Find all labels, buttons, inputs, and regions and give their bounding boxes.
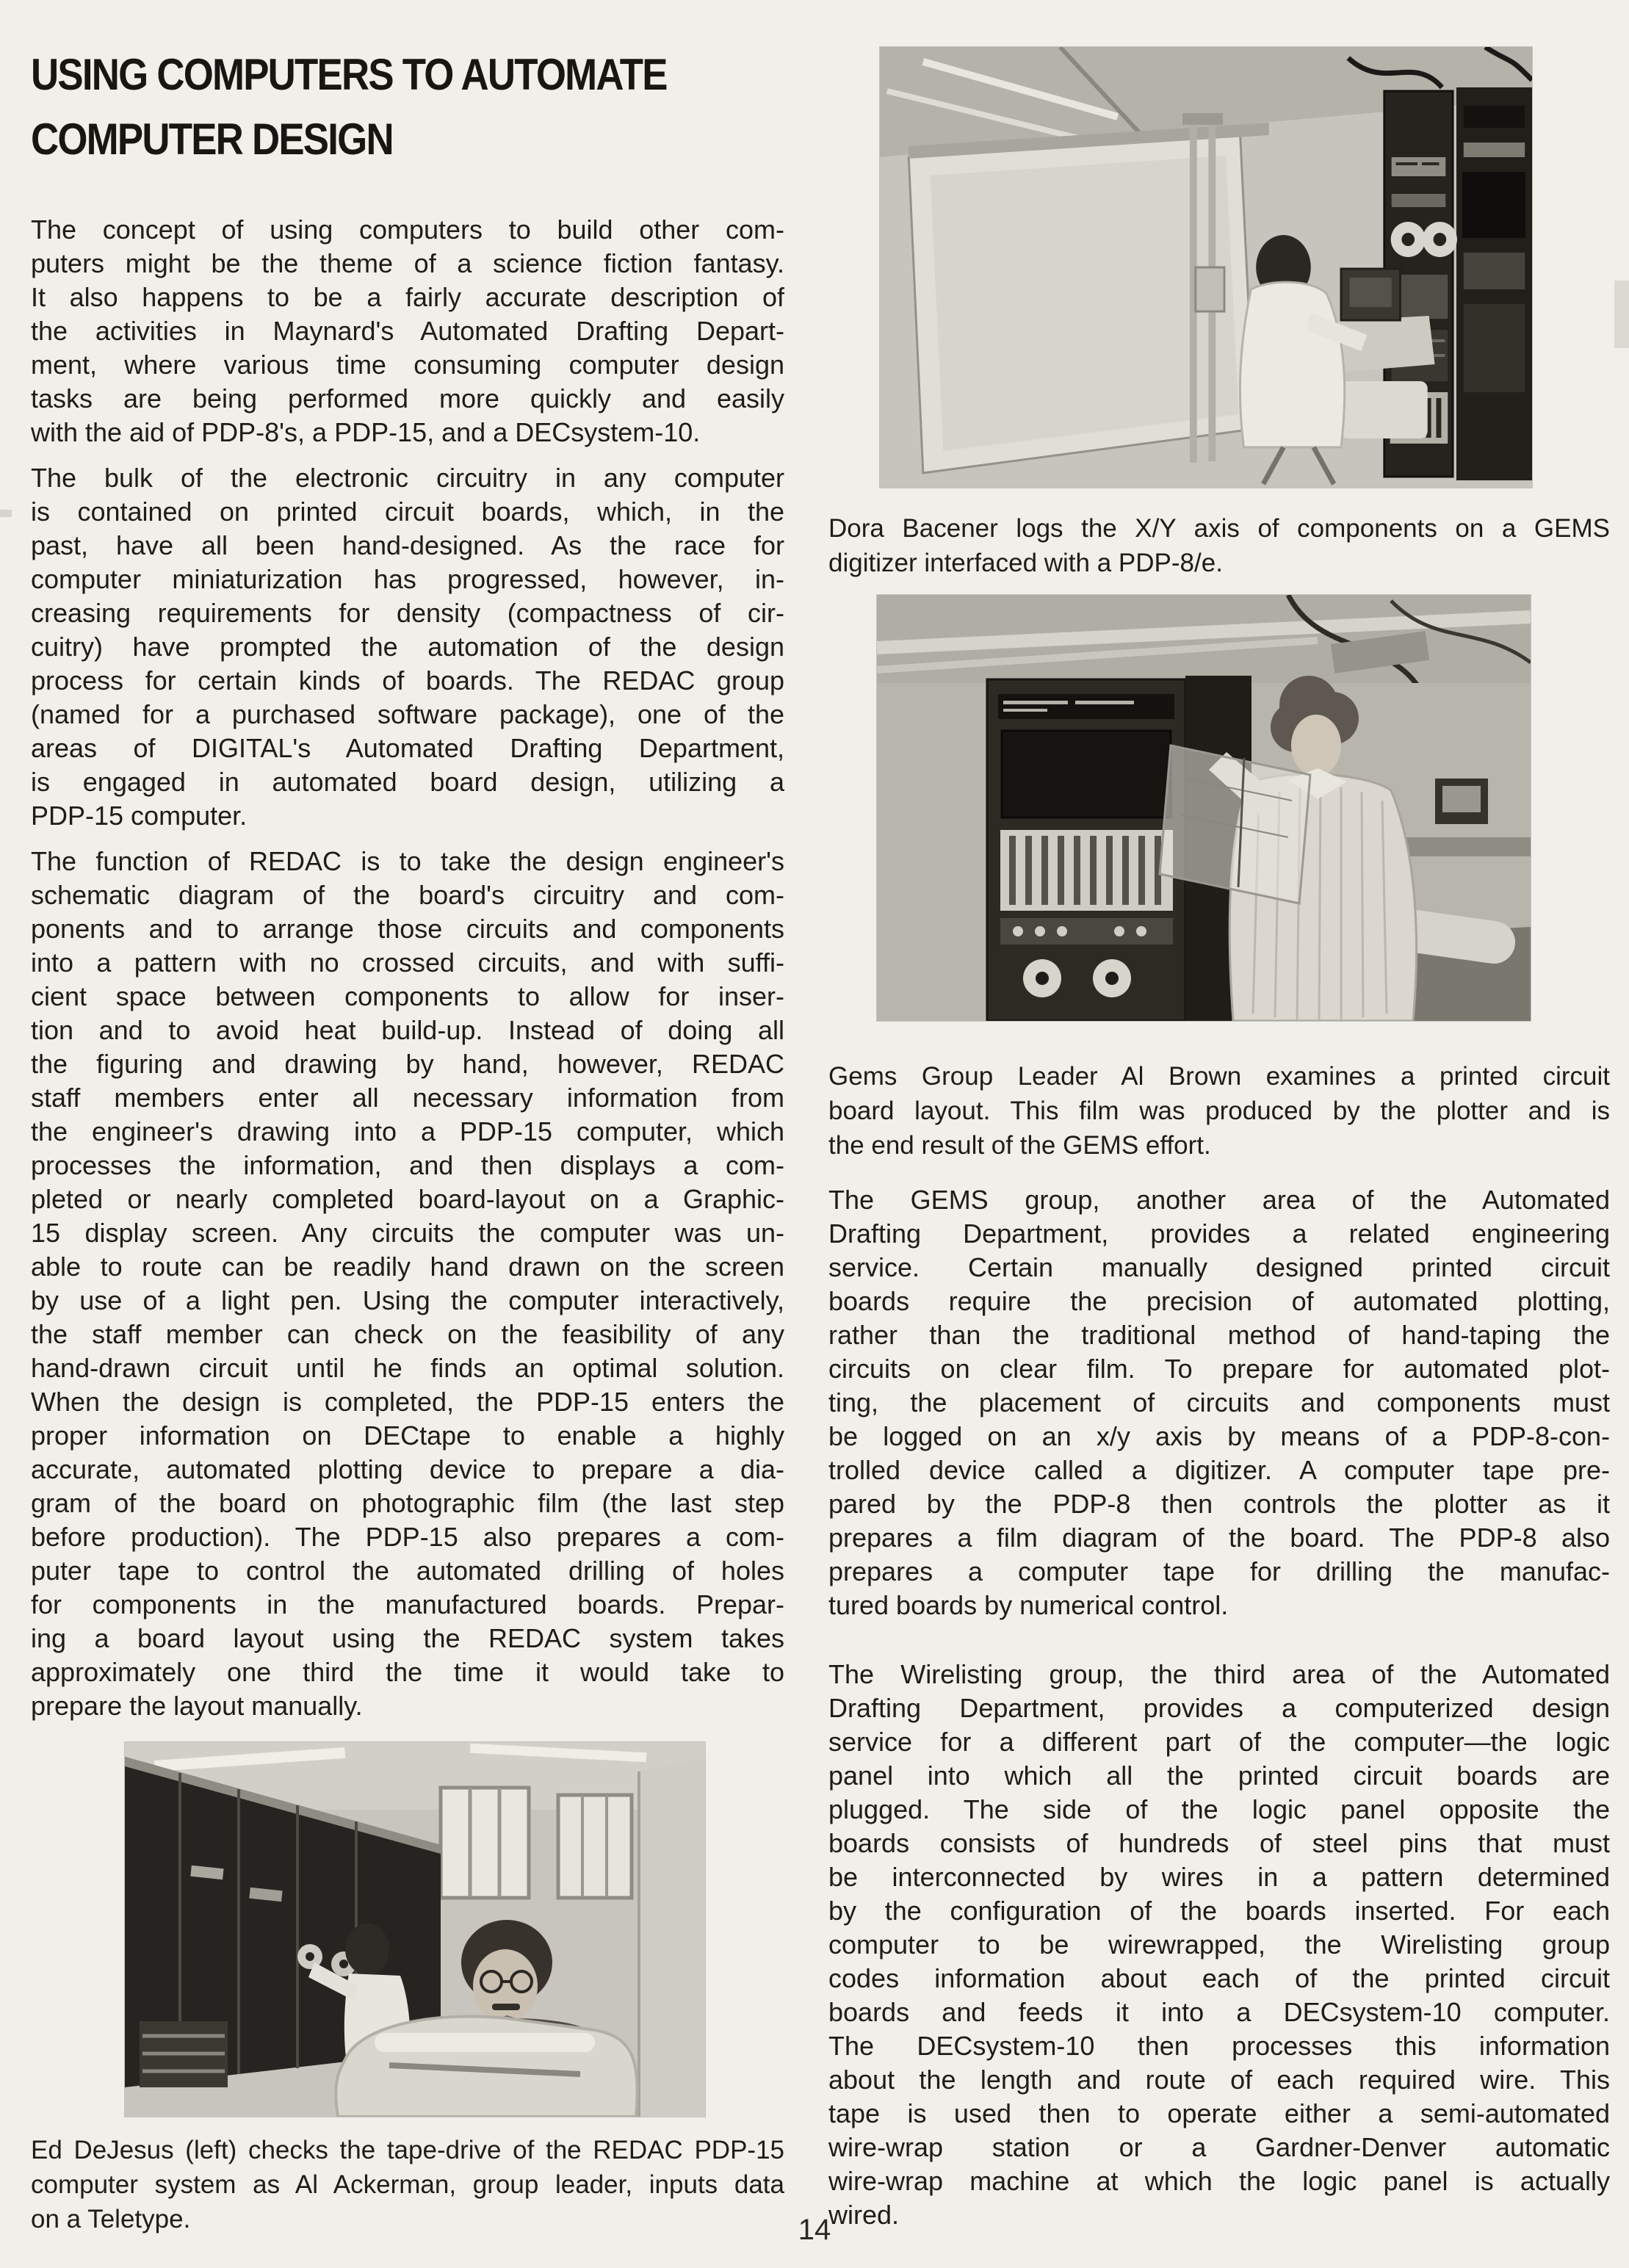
photo-gems-digitizer: [880, 47, 1532, 488]
article-title-line1: USING COMPUTERS TO AUTOMATE: [31, 50, 667, 99]
paragraph-intro: The concept of using computers to build other com- puters might be the theme of a science fiction fantasy. It also happens to be a fairly accurate description of the activities in Maynard's Automated Drafting Depart- ment, where various time consuming computer design tasks are being performed more quickly and easily with the aid of PDP-8's, a PDP-15, and a DECsystem-10.: [31, 214, 784, 447]
caption-gems-digitizer: Dora Bacener logs the X/Y axis of components on a GEMS digitizer interfaced with a PDP-8/e.: [828, 514, 1610, 577]
photo-al-brown-film-illustration: [877, 595, 1531, 1021]
photo-al-brown-film: [877, 595, 1531, 1021]
page-number: 14: [798, 2214, 831, 2246]
paragraph-gems-group: The GEMS group, another area of the Automated Drafting Department, provides a related engineering service. Certain manually designed printed circuit boards require the precision of automated plotting, rather than the traditional method of hand-taping the circuits on clear film. To prepare for automated plot- ting, the placement of circuits and components must be logged on an x/y axis by means of a PDP-8-con- trolled device called a digitizer. A computer tape pre- pared by the PDP-8 then controls the plotter as it prepares a film diagram of the board. The PDP-8 also prepares a computer tape for drilling the manufac- tured boards by numerical control.: [828, 1185, 1610, 1620]
article-title: [31, 43, 787, 172]
article-title-line2: COMPUTER DESIGN: [31, 115, 393, 164]
scan-artifact-right: [1614, 281, 1629, 348]
paragraph-wirelisting-group: The Wirelisting group, the third area of the Automated Drafting Department, provides a computerized design service for a different part of the computer—the logic panel into which all the printed circuit boards are plugged. The side of the logic panel opposite the boards consists of hundreds of steel pins that must be interconnected by wires in a pattern determined by the configuration of the boards inserted. For each computer to be wirewrapped, the Wirelisting group codes information about each of the printed circuit boards and feeds it into a DECsystem-10 computer. The DECsystem-10 then processes this information about the length and route of each required wire. This tape is used then to operate either a semi-automated wire-wrap station or a Gardner-Denver automatic wire-wrap machine at which the logic panel is actually wired.: [828, 1659, 1610, 2230]
left-column: [31, 0, 784, 2236]
caption-al-brown-film: Gems Group Leader Al Brown examines a printed circuit board layout. This film was produced by the plotter and is the end result of the GEMS effort.: [828, 1062, 1610, 1160]
caption-redac-teletype: Ed DeJesus (left) checks the tape-drive of the REDAC PDP-15 computer system as Al Ackerman, group leader, inputs data on a Teletype.: [31, 2136, 784, 2233]
photo-gems-digitizer-illustration: [880, 47, 1532, 488]
photo-redac-teletype-illustration: [125, 1742, 705, 2117]
scan-artifact-left: [0, 510, 12, 517]
paragraph-redac-function: The function of REDAC is to take the design engineer's schematic diagram of the board's circuitry and com- ponents and to arrange those circuits and components into a pattern with no crossed circuits, and with suffi- cient space between components to allow for inser- tion and to avoid heat build-up. Instead of doing all the figuring and drawing by hand, however, REDAC staff members enter all necessary information from the engineer's drawing into a PDP-15 computer, which processes the information, and then displays a com- pleted or nearly completed board-layout on a Graphic- 15 display screen. Any circuits the computer was un- able to route can be readily hand drawn on the screen by use of a light pen. Using the computer interactively, the staff member can check on the feasibility of any hand-drawn circuit until he finds an optimal solution. When the design is completed, the PDP-15 enters the proper information on DECtape to enable a highly accurate, automated plotting device to prepare a dia- gram of the board on photographic film (the last step before production). The PDP-15 also prepares a com- puter tape to control the automated drilling of holes for components in the manufactured boards. Prepar- ing a board layout using the REDAC system takes approximately one third the time it would take to prepare the layout manually.: [31, 846, 784, 1721]
right-column: [828, 0, 1610, 2232]
photo-redac-teletype: [125, 1742, 705, 2117]
paragraph-circuit-boards: The bulk of the electronic circuitry in any computer is contained on printed circuit boards, which, in the past, have all been hand-designed. As the race for computer miniaturization has progressed, however, in- creasing requirements for density (compactness of cir- cuitry) have prompted the automation of the design process for certain kinds of boards. The REDAC group (named for a purchased software package), one of the areas of DIGITAL's Automated Drafting Department, is engaged in automated board design, utilizing a PDP-15 computer.: [31, 463, 784, 831]
